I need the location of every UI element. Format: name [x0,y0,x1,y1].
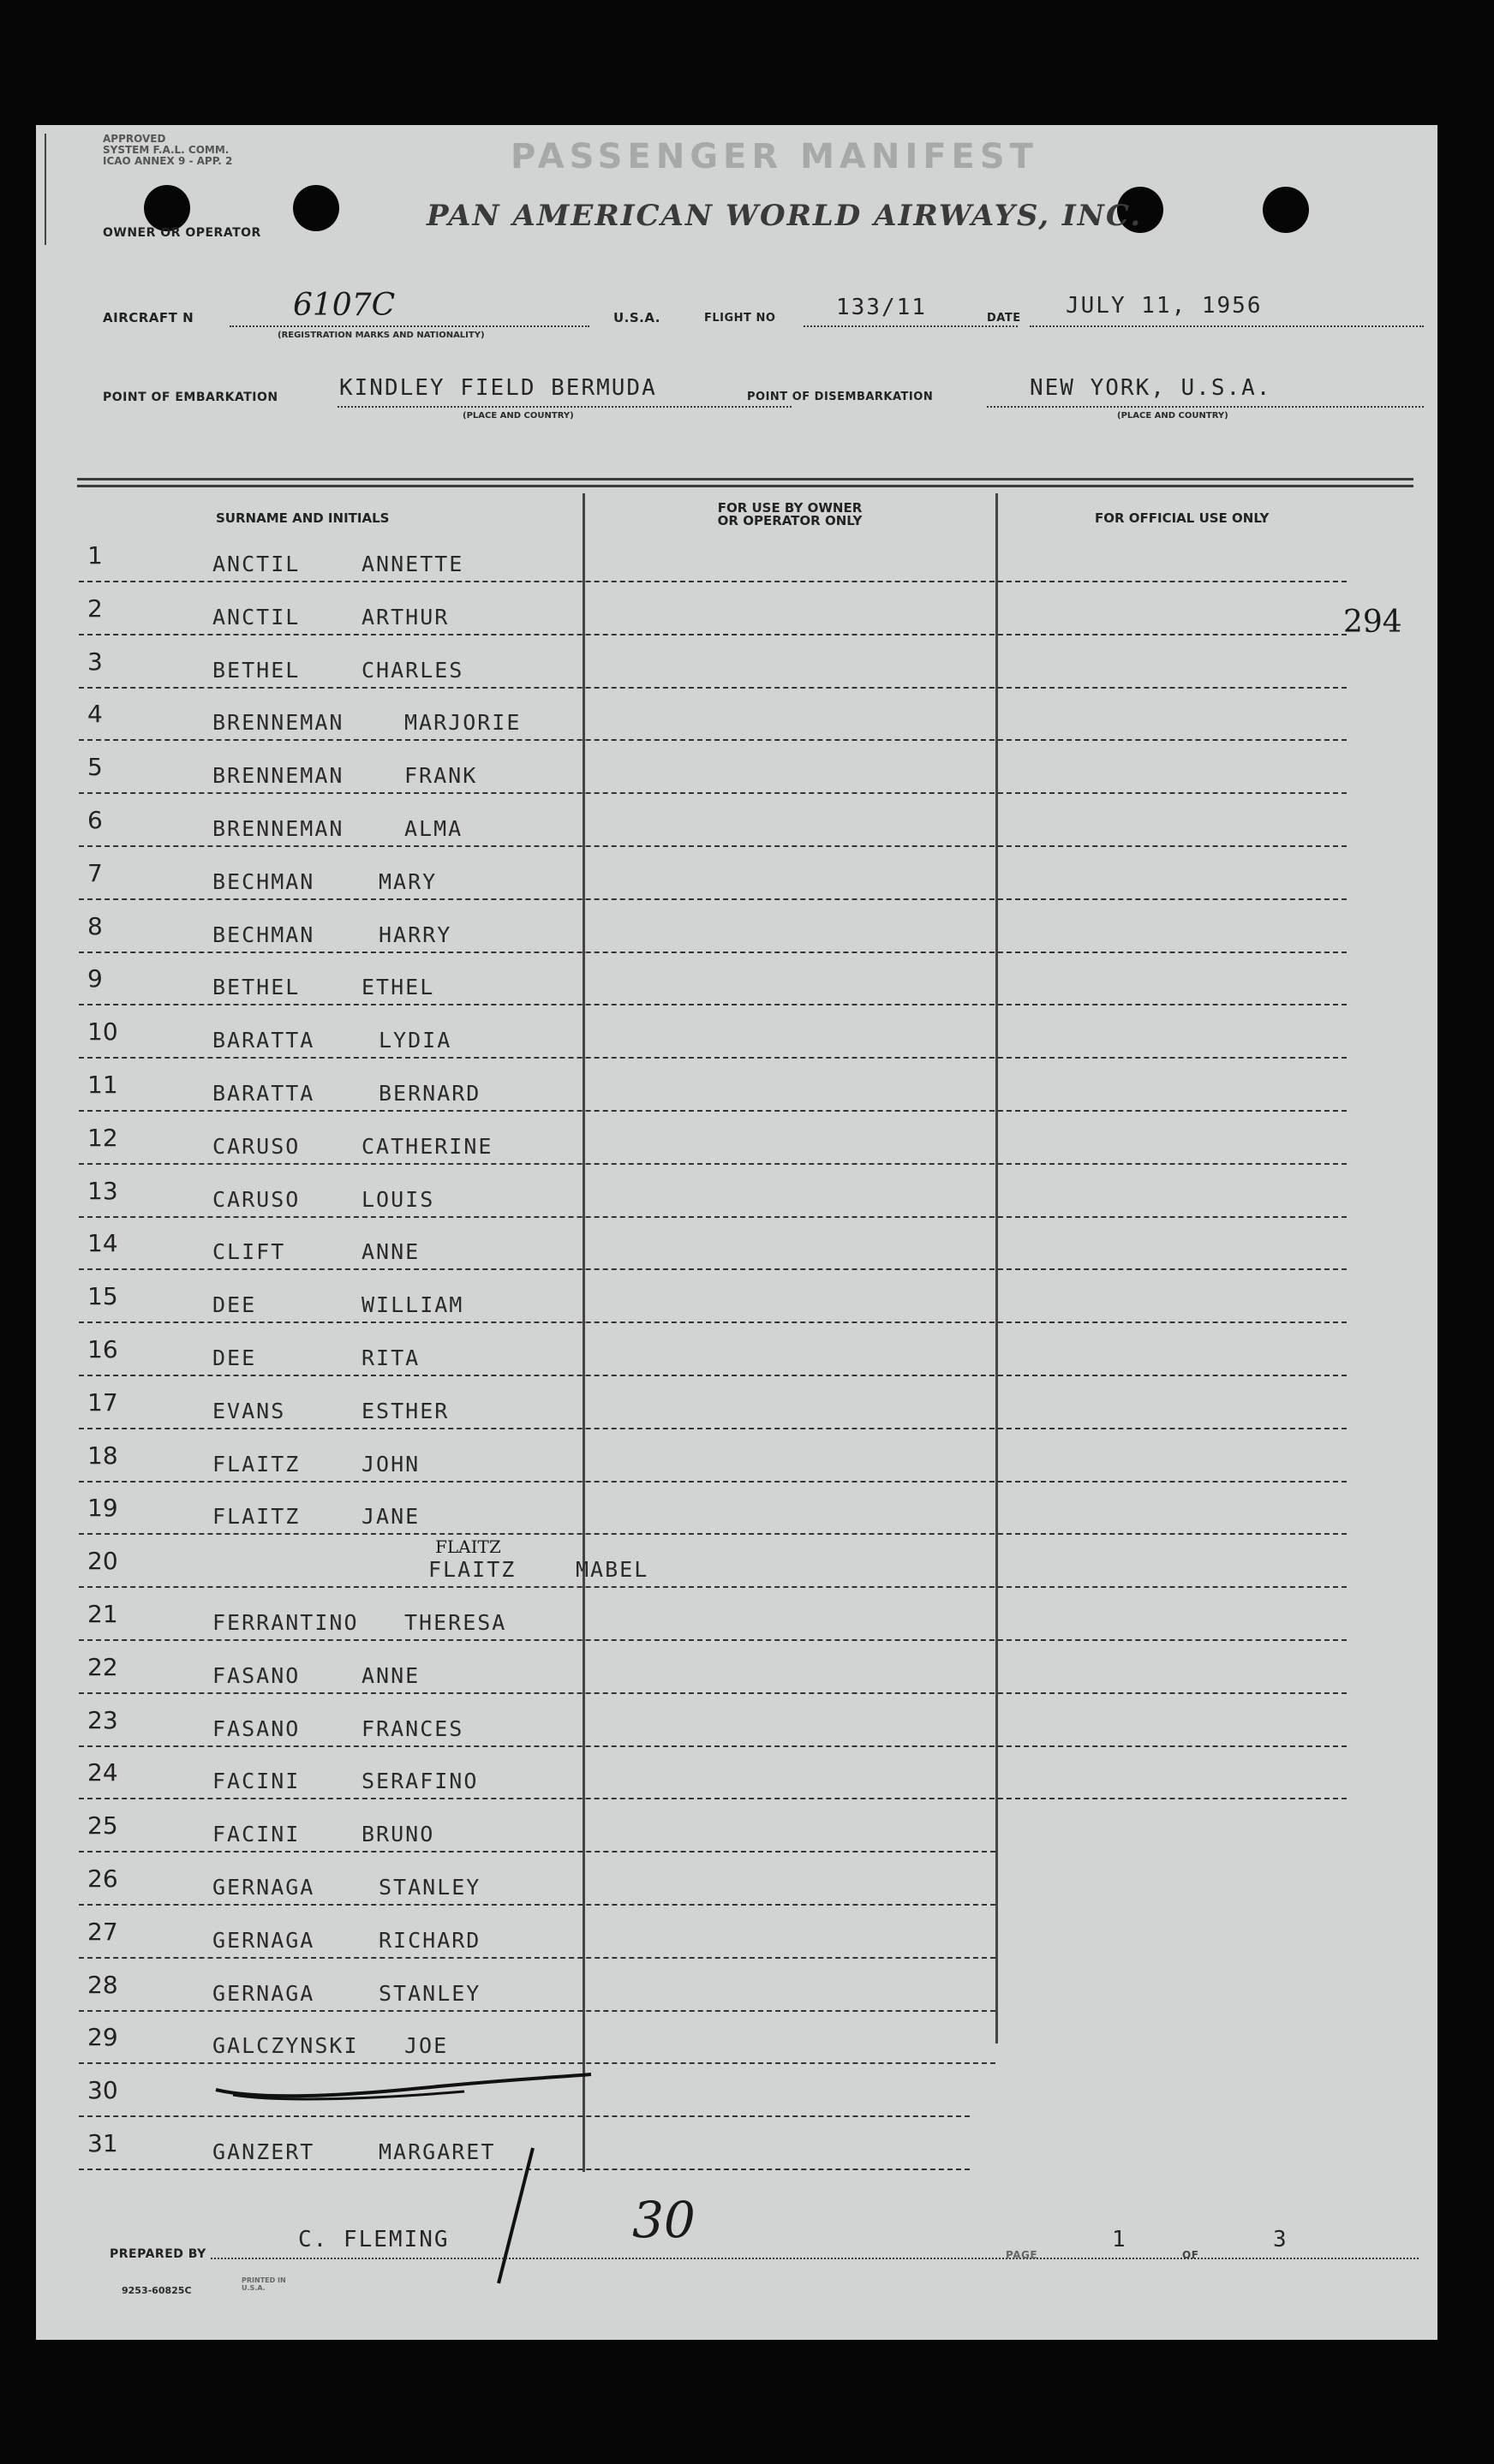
passenger-given-name: CHARLES [362,657,464,683]
passenger-surname: BRENNEMAN [212,710,344,736]
table-top-rule [77,478,1413,480]
row-number: 24 [87,1758,118,1787]
row-number: 23 [87,1705,118,1734]
passenger-given-name: JOE [404,2033,449,2059]
row-rule [79,2062,995,2064]
printed-note: PRINTED IN U.S.A. [242,2276,286,2292]
col-header-name: SURNAME AND INITIALS [216,510,390,526]
passenger-given-name: MARJORIE [404,710,522,736]
disembark-underline [987,406,1424,408]
row-number: 20 [87,1547,118,1576]
row-rule [79,1428,1347,1429]
row-number: 7 [87,858,103,887]
column-divider [583,493,585,2172]
row-rule [79,1904,995,1906]
aircraft-underline [230,325,589,327]
owner-label: OWNER OR OPERATOR [103,226,261,240]
row-number: 14 [87,1229,118,1258]
row-number: 16 [87,1335,118,1363]
approval-block: APPROVED SYSTEM F.A.L. COMM. ICAO ANNEX 9 - APP. 2 [103,133,233,167]
row-number: 10 [87,1017,118,1047]
page-value: 1 [1112,2227,1127,2252]
row-rule [79,2115,970,2117]
col-header-official: FOR OFFICIAL USE ONLY [1095,510,1270,526]
row-number: 31 [87,2129,118,2157]
row-rule [79,952,1347,953]
page-label: PAGE [1006,2249,1038,2261]
row-rule [79,1057,1347,1059]
row-number: 1 [87,541,103,570]
passenger-given-name: JOHN [362,1451,421,1477]
usa-label: U.S.A. [613,310,660,325]
prepared-label: PREPARED BY [110,2247,206,2261]
row-number: 12 [87,1123,118,1152]
passenger-given-name: ETHEL [362,975,435,1000]
row-number: 13 [87,1176,118,1205]
row-rule [79,1481,1347,1483]
passenger-surname: ANCTIL [212,604,301,629]
passenger-surname: FASANO [212,1715,301,1741]
row-number: 29 [87,2023,118,2052]
passenger-surname: CARUSO [212,1133,301,1159]
pen-slash [481,2143,550,2288]
row-number: 9 [87,964,103,993]
row-rule [79,1957,995,1959]
passenger-surname: EVANS [212,1398,286,1423]
punch-hole [144,185,190,231]
passenger-given-name: ARTHUR [362,604,450,629]
row-rule [79,1268,1347,1270]
row-rule [79,1745,1347,1747]
aircraft-label: AIRCRAFT N [103,310,194,325]
date-underline [1030,325,1424,327]
passenger-surname: BARATTA [212,1081,315,1106]
col-header-owner: FOR USE BY OWNER OR OPERATOR ONLY [717,500,863,528]
passenger-surname: GERNAGA [212,1980,315,2006]
passenger-surname: FASANO [212,1662,301,1688]
passenger-given-name: MARGARET [379,2139,496,2164]
company-name: PAN AMERICAN WORLD AIRWAYS, INC. [427,199,1143,233]
passenger-given-name: JANE [362,1504,421,1530]
row-number: 26 [87,1864,118,1893]
row-rule [79,1216,1347,1218]
row-number: 3 [87,647,103,676]
passenger-surname: FACINI [212,1769,301,1794]
disembark-caption: (PLACE AND COUNTRY) [1117,411,1228,421]
row-rule [79,1692,1347,1694]
passenger-given-name: SERAFINO [362,1769,479,1794]
embark-caption: (PLACE AND COUNTRY) [463,411,574,421]
passenger-given-name: ESTHER [362,1398,450,1423]
row-number: 5 [87,753,103,782]
passenger-surname: FLAITZ [428,1557,517,1583]
flight-underline [804,325,1018,327]
row-rule [79,2010,995,2012]
passenger-given-name: MARY [379,868,438,894]
passenger-given-name: HARRY [379,922,452,947]
passenger-given-name: MABEL [576,1557,649,1583]
passenger-surname: GALCZYNSKI [212,2033,359,2059]
passenger-surname: FLAITZ [212,1504,301,1530]
form-number: 9253-60825C [122,2285,192,2296]
passenger-given-name: STANLEY [379,1980,481,2006]
of-label: OF [1182,2249,1199,2261]
passenger-surname: BARATTA [212,1028,315,1053]
passenger-given-name: FRANK [404,763,478,789]
row-rule [79,1163,1347,1165]
row-rule [79,581,1347,582]
row-rule [79,845,1347,847]
passenger-given-name: RICHARD [379,1927,481,1953]
passenger-given-name: WILLIAM [362,1292,464,1318]
passenger-given-name: CATHERINE [362,1133,493,1159]
handwritten-correction: FLAITZ [435,1536,501,1557]
passenger-surname: GERNAGA [212,1927,315,1953]
embark-label: POINT OF EMBARKATION [103,391,278,404]
row-number: 27 [87,1917,118,1946]
row-number: 15 [87,1282,118,1311]
passenger-given-name: LOUIS [362,1186,435,1212]
passenger-surname: ANCTIL [212,552,301,576]
passenger-given-name: FRANCES [362,1715,464,1741]
row-number: 4 [87,700,103,729]
row-number: 8 [87,911,103,940]
passenger-given-name: ANNE [362,1239,421,1265]
row-number: 6 [87,806,103,834]
passenger-surname: DEE [212,1292,257,1318]
passenger-surname: BRENNEMAN [212,763,344,789]
passenger-given-name: STANLEY [379,1875,481,1900]
row-rule [79,1110,1347,1112]
row-number: 17 [87,1387,118,1417]
punch-hole [1263,187,1309,233]
handwritten-total: 30 [632,2191,696,2249]
disembark-label: POINT OF DISEMBARKATION [747,391,934,403]
manifest-page [36,125,1437,2340]
passenger-surname: GANZERT [212,2139,315,2164]
passenger-surname: FLAITZ [212,1451,301,1477]
passenger-surname: FERRANTINO [212,1610,359,1635]
row-number: 25 [87,1811,118,1841]
passenger-surname: CLIFT [212,1239,286,1265]
passenger-surname: CARUSO [212,1186,301,1212]
flight-number: 133/11 [836,295,927,320]
passenger-given-name: BRUNO [362,1822,435,1847]
flight-label: FLIGHT NO [704,312,776,325]
table-top-rule [77,485,1413,487]
row-rule [79,792,1347,794]
margin-rule [45,134,46,245]
registration-caption: (REGISTRATION MARKS AND NATIONALITY) [278,331,485,340]
passenger-surname: BECHMAN [212,868,315,894]
disembark-value: NEW YORK, U.S.A. [1030,375,1272,401]
row-number: 21 [87,1600,118,1628]
prepared-value: C. FLEMING [298,2227,450,2252]
row-rule [79,1586,1347,1588]
strike-scribble [207,2066,601,2109]
passenger-given-name: THERESA [404,1610,507,1635]
passenger-given-name: ANNETTE [362,552,464,576]
passenger-surname: GERNAGA [212,1875,315,1900]
passenger-surname: DEE [212,1345,257,1370]
flight-date: JULY 11, 1956 [1066,293,1263,319]
row-rule [79,1798,1347,1799]
passenger-surname: BETHEL [212,657,301,683]
passenger-given-name: RITA [362,1345,421,1370]
date-label: DATE [987,312,1021,325]
row-number: 28 [87,1970,118,1999]
passenger-surname: BETHEL [212,975,301,1000]
row-rule [79,1639,1347,1641]
passenger-surname: BECHMAN [212,922,315,947]
row-rule [79,687,1347,689]
row-rule [79,1533,1347,1535]
row-rule [79,1004,1347,1005]
passenger-surname: BRENNEMAN [212,816,344,841]
passenger-given-name: LYDIA [379,1028,452,1053]
row-number: 2 [87,594,103,623]
manifest-title: PASSENGER MANIFEST [511,137,1038,176]
row-rule [79,739,1347,741]
row-rule [79,634,1347,635]
aircraft-number: 6107C [293,288,396,323]
row-rule [79,1851,995,1852]
passenger-surname: FACINI [212,1822,301,1847]
row-number: 11 [87,1071,118,1099]
of-value: 3 [1273,2227,1288,2252]
punch-hole [293,185,339,231]
passenger-given-name: ALMA [404,816,463,841]
passenger-given-name: ANNE [362,1662,421,1688]
row-number: 22 [87,1652,118,1681]
embark-underline [338,406,792,408]
margin-number: 294 [1343,605,1402,640]
row-rule [79,1375,1347,1376]
embark-value: KINDLEY FIELD BERMUDA [339,375,657,401]
row-rule [79,1321,1347,1323]
row-number: 30 [87,2076,118,2105]
prepared-underline [211,2258,1419,2259]
row-number: 18 [87,1441,118,1470]
row-number: 19 [87,1494,118,1523]
passenger-given-name: BERNARD [379,1081,481,1106]
row-rule [79,898,1347,900]
